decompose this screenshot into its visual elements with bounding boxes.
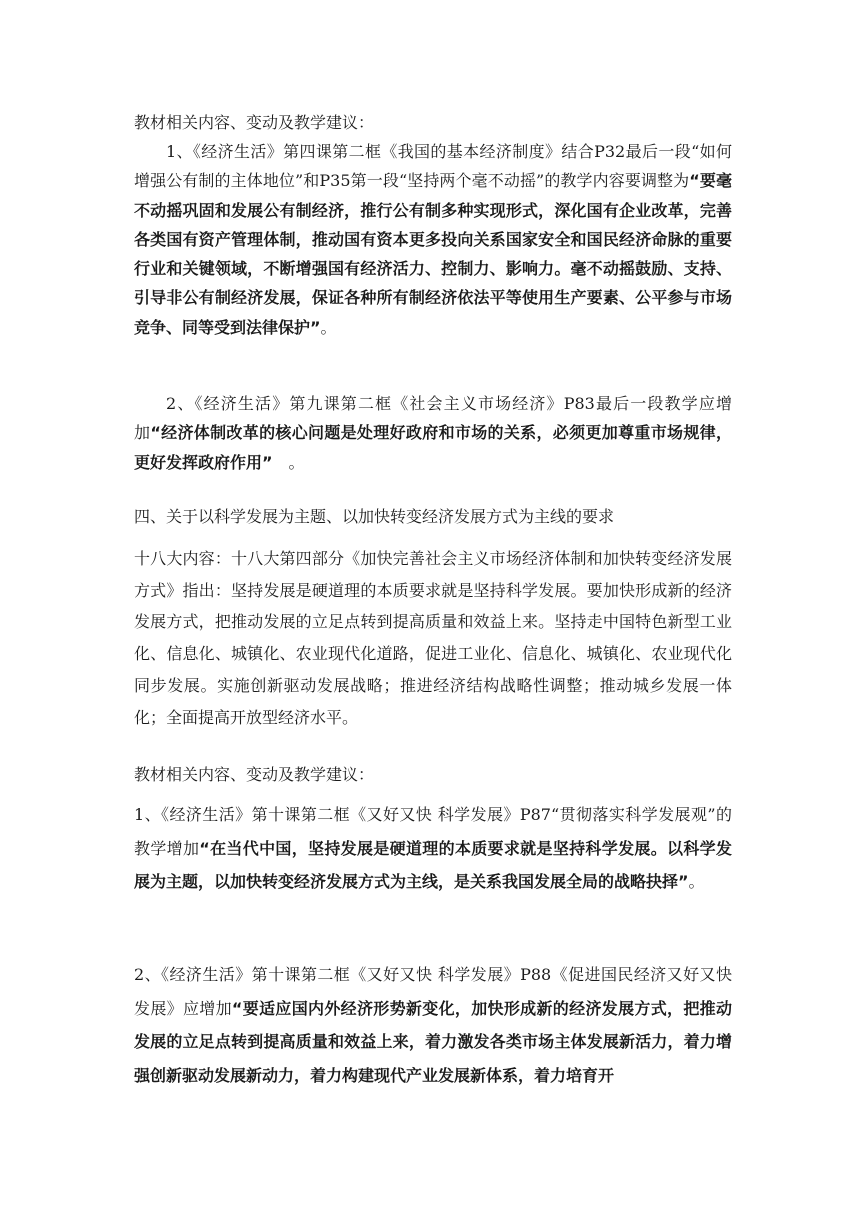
section-heading-scientific-development xyxy=(134,502,732,531)
paragraph-text: 1、《经济生活》第十课第二框《又好又快 科学发展》P87“贯彻落实科学发展观”的教学增加 xyxy=(134,805,732,858)
paragraph-economic-development-mode xyxy=(134,958,732,1092)
paragraph-end: 。 xyxy=(272,452,305,472)
paragraph-market-economy xyxy=(134,389,732,477)
paragraph-18th-congress xyxy=(134,543,732,733)
paragraph-basic-economic-system xyxy=(134,114,732,342)
bold-quote: “在当代中国，坚持发展是硬道理的本质要求就是坚持科学发展。以科学发展为主题，以加快转变经济发展方式为主线，是关系我国发展全局的战略抉择” xyxy=(134,838,732,891)
paragraph-end: 。 xyxy=(688,872,705,891)
section-heading-textbook-2 xyxy=(134,760,732,789)
heading-text: 教材相关内容、变动及教学建议： xyxy=(134,113,375,132)
paragraph-text: 2、《经济生活》第九课第二框《社会主义市场经济》P83最后一段教学应增加 xyxy=(134,394,732,443)
heading-text: 四、关于以科学发展为主题、以加快转变经济发展方式为主线的要求 xyxy=(134,507,615,526)
paragraph-text: 2、《经济生活》第十课第二框《又好又快 科学发展》P88《促进国民经济又好又快发展》应增加 xyxy=(134,965,732,1018)
paragraph-end: 。 xyxy=(320,317,337,337)
bold-quote: “经济体制改革的核心问题是处理好政府和市场的关系，必须更加尊重市场规律，更好发挥政府作用” xyxy=(134,423,732,472)
paragraph-label: 十八大内容： xyxy=(134,549,231,568)
heading-text: 教材相关内容、变动及教学建议： xyxy=(134,765,375,784)
bold-quote: “要毫不动摇巩固和发展公有制经济，推行公有制多种实现形式，深化国有企业改革，完善各类国有资产管理体制，推动国有资本更多投向关系国家安全和国民经济命脉的重要行业和关键领域，不断增强国有经济活力、控制力、影响力。毫不动摇鼓励、支持、引导非公有制经济发展，保证各种所有制经济依法平等使用生产要素、公平参与市场竞争、同等受到法律保护” xyxy=(134,171,732,337)
paragraph-scientific-development xyxy=(134,798,732,899)
paragraph-text: 1、《经济生活》第四课第二框《我国的基本经济制度》结合P32最后一段“如何增强公有制的主体地位”和P35第一段“坚持两个毫不动摇”的教学内容要调整为 xyxy=(134,142,732,191)
paragraph-text: 十八大第四部分《加快完善社会主义市场经济体制和加快转变经济发展方式》指出：坚持发展是硬道理的本质要求就是坚持科学发展。要加快形成新的经济发展方式，把推动发展的立足点转到提高质量和效益上来。坚持走中国特色新型工业化、信息化、城镇化、农业现代化道路，促进工业化、信息化、城镇化、农业现代化同步发展。实施创新驱动发展战略；推进经济结构战略性调整；推动城乡发展一体化；全面提高开放型经济水平。 xyxy=(134,549,732,727)
bold-quote: “要适应国内外经济形势新变化，加快形成新的经济发展方式，把推动发展的立足点转到提高质量和效益上来，着力激发各类市场主体发展新活力，着力增强创新驱动发展新动力，着力构建现代产业发展新体系，着力培育开 xyxy=(134,998,732,1085)
